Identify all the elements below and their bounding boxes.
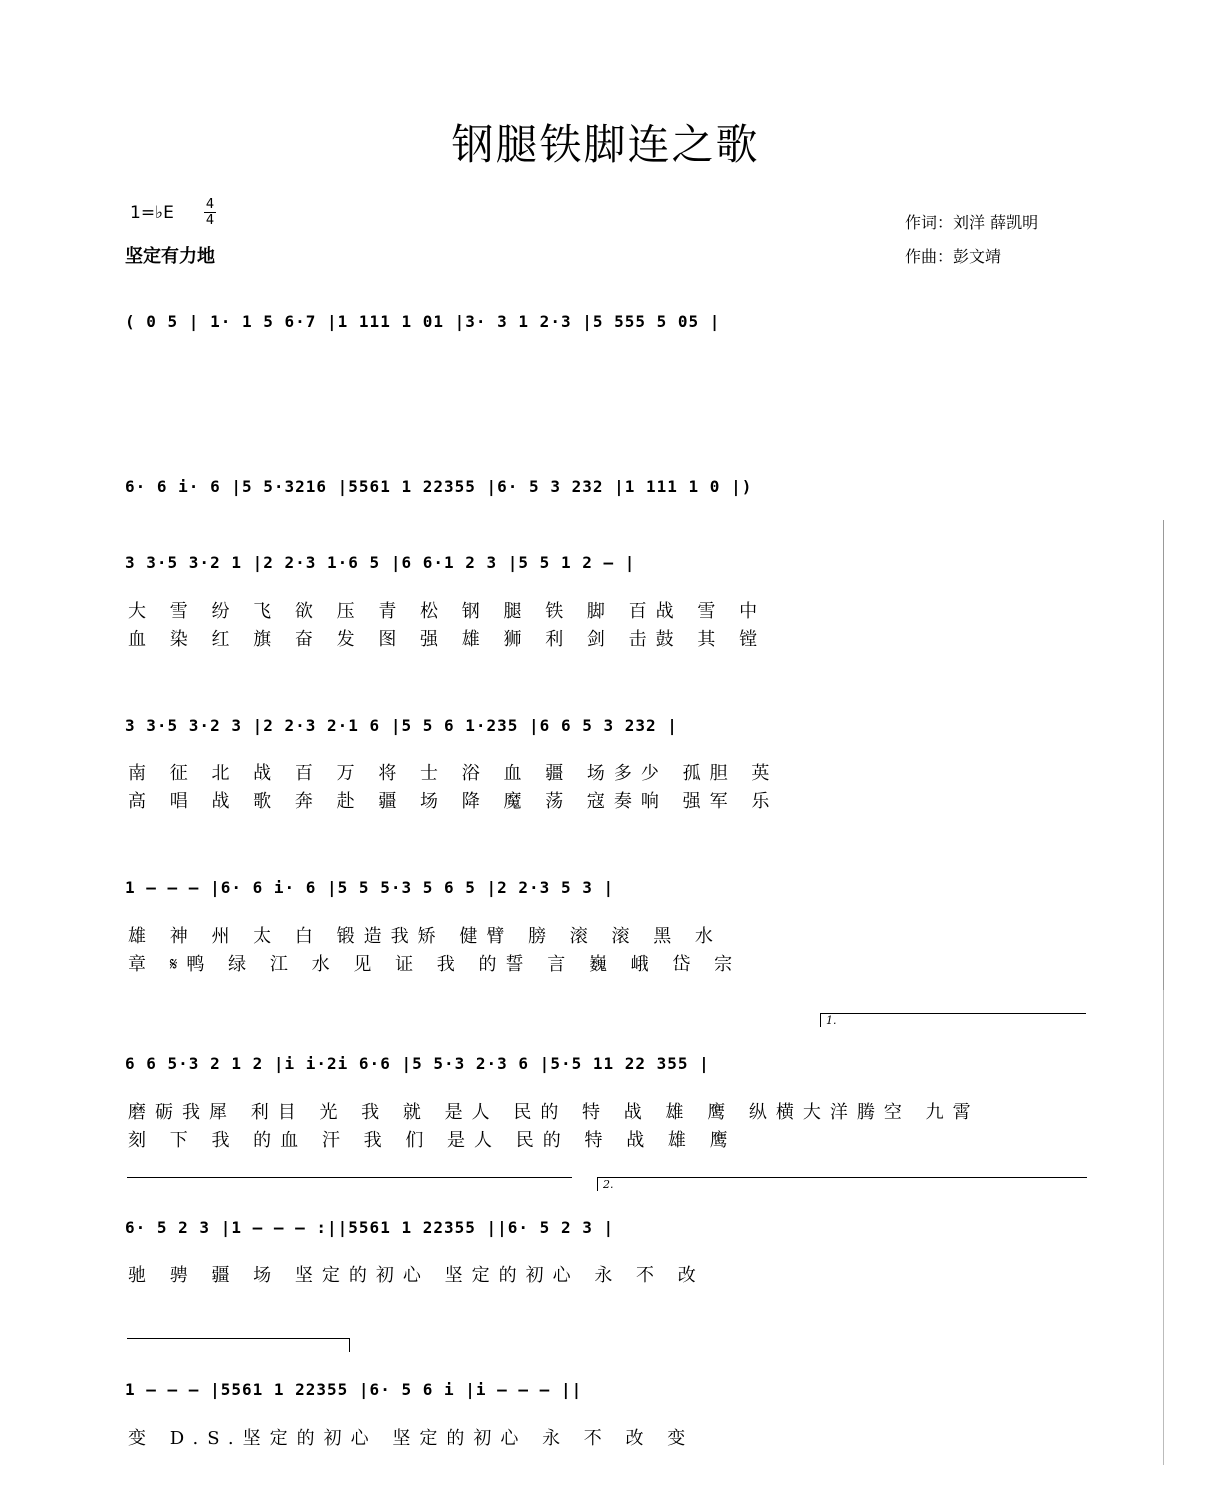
lyrics-4-verse-1: 南 征 北 战 百 万 将 士 浴 血 疆 场多少 孤胆 英: [128, 763, 779, 784]
volta-1-bracket: [820, 1013, 1086, 1014]
score-system-3: 3 3·5 3·2 1 |2 2·3 1·6 5 |6 6·1 2 3 |5 5 1 2 – |: [125, 553, 636, 572]
key-signature: 1=♭E: [130, 203, 174, 223]
song-title: 钢腿铁脚连之歌: [451, 120, 760, 169]
volta-1-continuation: [127, 1177, 572, 1178]
score-system-1: ( 0 5 | 1· 1 5 6·7 |1 111 1 01 |3· 3 1 2·3 |5 555 5 05 |: [125, 312, 721, 331]
lyrics-8-verse-1: 变 D.S.坚定的初心 坚定的初心 永 不 改 变: [128, 1428, 695, 1449]
score-system-4: 3 3·5 3·2 3 |2 2·3 2·1 6 |5 5 6 1·235 |6 6 5 3 232 |: [125, 716, 678, 735]
volta-1-label: 1.: [826, 1014, 837, 1027]
lyrics-6-verse-1: 磨砺我犀 利目 光 我 就 是人 民的 特 战 雄 鹰 纵横大洋腾空 九霄: [128, 1102, 980, 1123]
volta-2-end-hook: [349, 1338, 350, 1352]
score-system-2: 6· 6 i· 6 |5 5·3216 |5561 1 22355 |6· 5 3 232 |1 111 1 0 |): [125, 477, 753, 496]
time-signature-bottom: 4: [205, 213, 215, 228]
volta-2-bracket: [597, 1177, 1087, 1178]
lyrics-5-verse-2: 章 𝄋鸭 绿 江 水 见 证 我 的誓 言 巍 峨 岱 宗: [128, 954, 742, 975]
score-system-6: 6 6 5·3 2 1 2 |i i·2i 6·6 |5 5·3 2·3 6 |5·5 11 22 355 |: [125, 1054, 710, 1073]
score-system-5: 1 – – – |6· 6 i· 6 |5 5 5·3 5 6 5 |2 2·3 5 3 |: [125, 878, 615, 897]
lyrics-3-verse-1: 大 雪 纷 飞 欲 压 青 松 钢 腿 铁 脚 百战 雪 中: [128, 601, 767, 622]
composer-credit: 作曲：彭文靖: [905, 247, 1002, 266]
lyricist-credit: 作词：刘洋 薛凯明: [905, 213, 1039, 232]
volta-2-label: 2.: [603, 1178, 614, 1191]
volta-2-continuation: [127, 1338, 350, 1339]
volta-1-hook: [820, 1013, 821, 1027]
tempo-marking: 坚定有力地: [125, 246, 215, 267]
scan-edge-line-2: [1163, 990, 1164, 1465]
lyrics-4-verse-2: 高 唱 战 歌 奔 赴 疆 场 降 魔 荡 寇奏响 强军 乐: [128, 791, 779, 812]
time-signature-top: 4: [205, 197, 215, 212]
lyrics-3-verse-2: 血 染 红 旗 奋 发 图 强 雄 狮 利 剑 击鼓 其 镗: [128, 629, 767, 650]
score-system-7: 6· 5 2 3 |1 – – – :||5561 1 22355 ||6· 5 2 3 |: [125, 1218, 615, 1237]
lyrics-5-verse-1: 雄 神 州 太 白 锻造我矫 健臂 膀 滚 滚 黑 水: [128, 926, 722, 947]
score-system-8: 1 – – – |5561 1 22355 |6· 5 6 i |i – – – ||: [125, 1380, 583, 1399]
lyrics-6-verse-2: 刻 下 我 的血 汗 我 们 是人 民的 特 战 雄 鹰: [128, 1130, 737, 1151]
time-signature: [203, 197, 217, 228]
scan-edge-line-1: [1163, 520, 1164, 990]
lyrics-7-verse-1: 驰 骋 疆 场 坚定的初心 坚定的初心 永 不 改: [128, 1265, 705, 1286]
volta-2-hook: [597, 1177, 598, 1191]
